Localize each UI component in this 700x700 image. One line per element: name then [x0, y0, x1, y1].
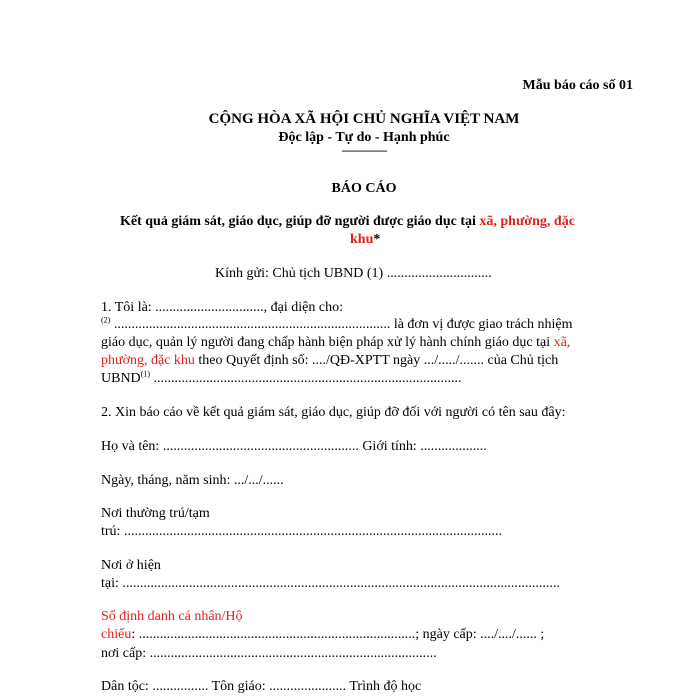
residence-label: Nơi thường trú/tạm [101, 506, 210, 521]
footnote-2: (2) [101, 315, 111, 325]
subtitle-text: Kết quả giám sát, giáo dục, giúp đỡ người được giáo dục tại [120, 214, 476, 229]
id-number-line [101, 626, 544, 644]
current-address-label: Nơi ở hiện [101, 558, 161, 573]
country-name: CỘNG HÒA XÃ HỘI CHỦ NGHĨA VIỆT NAM [208, 111, 520, 127]
subtitle-location-red-2: khu [350, 232, 374, 247]
footnote-1: (1) [140, 369, 150, 379]
section1-line3 [101, 334, 570, 352]
issue-place-line: nơi cấp: .................................................................................. [101, 646, 437, 661]
subtitle-star: * [373, 232, 381, 247]
id-number-label: Số định danh cá nhân/Hộ [101, 609, 243, 624]
id-number-label-red: chiếu [101, 627, 132, 642]
section2-heading: 2. Xin báo cáo về kết quả giám sát, giáo dục, giúp đỡ đối với người có tên sau đây: [101, 405, 566, 420]
section1-line4-red: phường, đặc khu [101, 353, 195, 368]
section1-line5-dots: ........................................................................................ [153, 371, 462, 386]
name-gender-line: Họ và tên: ........................................................ Giới tính: ................... [101, 439, 487, 454]
subtitle-line-2 [350, 231, 380, 249]
section1-line4-text: theo Quyết định số: ..../QĐ-XPTT ngày .../...../....... của Chủ tịch [198, 353, 559, 368]
subtitle-location-red: xã, phường, đặc [479, 214, 575, 229]
subtitle-line-1 [120, 213, 575, 231]
section1-line4 [101, 352, 558, 370]
section1-line3-red: xã, [553, 335, 571, 350]
section1-line3-text: giáo dục, quản lý người đang chấp hành biện pháp xử lý hành chính giáo dục tại [101, 335, 551, 350]
section1-line2-text: ............................................................................... là đơn vị được giao trách nhiệm [113, 317, 573, 332]
header-divider: --------------- [341, 143, 387, 157]
current-address-line: tại: ............................................................................................................................. [101, 576, 560, 591]
section1-line2 [101, 316, 573, 334]
id-number-dots: : ...............................................................................; ngày cấp: ..../..../...... ; [131, 627, 545, 642]
ethnic-religion-line: Dân tộc: ................ Tôn giáo: ...................... Trình độ học [101, 679, 422, 694]
section1-line1: 1. Tôi là: ..............................., đại diện cho: [101, 300, 343, 315]
recipient-line: Kính gửi: Chủ tịch UBND (1) .............................. [215, 266, 492, 281]
form-number: Mẫu báo cáo số 01 [522, 78, 633, 93]
national-motto: Độc lập - Tự do - Hạnh phúc [278, 130, 450, 145]
section1-line5 [101, 370, 462, 388]
document-title: BÁO CÁO [331, 181, 397, 196]
residence-line: trú: ............................................................................................................ [101, 524, 502, 539]
dob-line: Ngày, tháng, năm sinh: .../.../...... [101, 473, 284, 488]
section1-line5-prefix: UBND [101, 371, 141, 386]
